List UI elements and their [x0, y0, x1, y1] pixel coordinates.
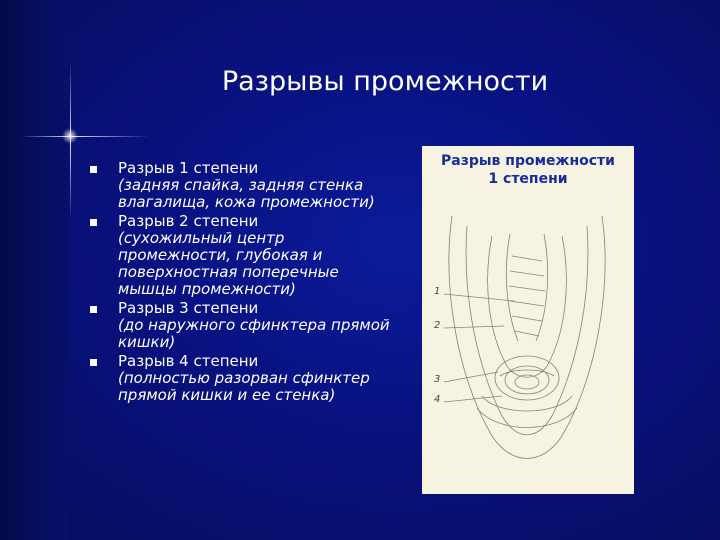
anatomical-illustration [422, 146, 634, 494]
sparkle-horizontal-line [20, 136, 150, 137]
bullet-title: Разрыв 2 степени [118, 212, 259, 230]
bullet-title: Разрыв 4 степени [118, 352, 259, 370]
square-bullet-icon [90, 219, 97, 226]
bullet-item [90, 213, 390, 298]
caption-line-1: Разрыв промежности [441, 153, 615, 169]
slide-title: Разрывы промежности [221, 66, 549, 97]
square-bullet-icon [90, 359, 97, 366]
left-decorative-band [0, 0, 68, 540]
figure-label-1: 1 [434, 286, 441, 297]
bullet-description: (до наружного сфинктера прямой кишки) [118, 316, 390, 351]
bullet-item [90, 300, 390, 351]
sparkle-star-icon [62, 128, 78, 144]
figure-caption [422, 152, 634, 188]
bullet-description: (полностью разорван сфинктер прямой кишки и ее стенка) [118, 369, 370, 404]
bullet-item [90, 353, 390, 404]
bullet-title: Разрыв 1 степени [118, 159, 259, 177]
figure-label-2: 2 [434, 320, 441, 331]
bullet-list [90, 160, 390, 406]
figure-label-4: 4 [434, 394, 441, 405]
square-bullet-icon [90, 306, 97, 313]
figure-label-3: 3 [434, 374, 441, 385]
bullet-title: Разрыв 3 степени [118, 299, 259, 317]
caption-line-2: 1 степени [488, 171, 568, 187]
illustration-drawing [422, 146, 634, 494]
bullet-description: (задняя спайка, задняя стенка влагалища, кожа промежности) [118, 176, 375, 211]
square-bullet-icon [90, 166, 97, 173]
bullet-description: (сухожильный центр промежности, глубокая и поверхностная поперечные мышцы промежности) [118, 229, 339, 298]
bullet-item [90, 160, 390, 211]
